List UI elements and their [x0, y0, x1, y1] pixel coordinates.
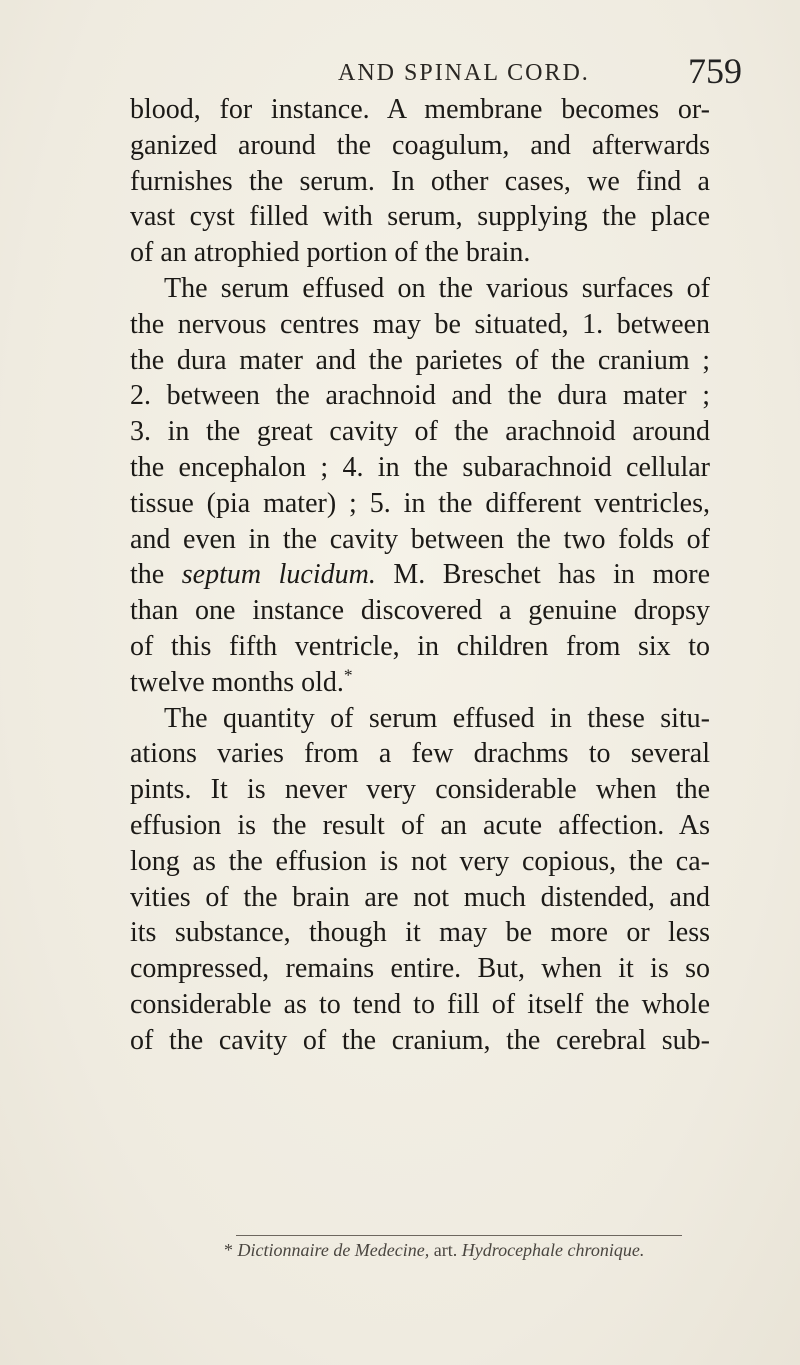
text-line: considerable as to tend to fill of itself the whole — [130, 988, 710, 1020]
text-line: 3. in the great cavity of the arachnoid around — [130, 416, 710, 448]
text-line: The quantity of serum effused in these situ- — [164, 702, 710, 734]
page-number: 759 — [688, 51, 742, 91]
text-line: The serum effused on the various surfaces of — [164, 272, 710, 304]
footnote-title: Dictionnaire de Medecine, — [233, 1240, 430, 1260]
text-line: ations varies from a few drachms to several — [130, 738, 710, 770]
text-line: ganized around the coagulum, and afterwards — [130, 129, 710, 161]
text-line: of this fifth ventricle, in children from six to — [130, 630, 710, 662]
footnote-divider — [236, 1235, 682, 1236]
text-line: furnishes the serum. In other cases, we find a — [130, 165, 710, 197]
text-line: compressed, remains entire. But, when it is so — [130, 953, 710, 985]
text-line: the encephalon ; 4. in the subarachnoid cellular — [130, 451, 710, 483]
text-line: its substance, though it may be more or less — [130, 917, 710, 949]
text-line: vities of the brain are not much distended, and — [130, 881, 710, 913]
text-line: and even in the cavity between the two folds of — [130, 523, 710, 555]
text-run: the — [130, 559, 182, 591]
text-line — [130, 665, 710, 701]
text-run: twelve months old. — [130, 666, 344, 698]
footnote-text: art. — [429, 1240, 462, 1260]
text-line: blood, for instance. A membrane becomes or- — [130, 94, 710, 125]
text-run: M. Breschet has in more — [375, 559, 710, 591]
text-line: vast cyst filled with serum, supplying the place — [130, 201, 710, 233]
italic-term: septum lucidum. — [181, 559, 376, 591]
footnote-marker: * — [224, 1240, 233, 1260]
text-line: the nervous centres may be situated, 1. between — [130, 308, 710, 340]
text-line: of the cavity of the cranium, the cerebral sub- — [130, 1024, 710, 1056]
text-line: pints. It is never very considerable when the — [130, 774, 710, 806]
text-line: long as the effusion is not very copious, the ca- — [130, 845, 710, 877]
running-head: AND SPINAL CORD. — [338, 60, 590, 86]
footnote-article: Hydrocephale chronique. — [461, 1240, 645, 1260]
text-line: effusion is the result of an acute affection. As — [130, 809, 710, 841]
footnote-reference: * — [343, 665, 353, 685]
text-line — [130, 557, 710, 593]
text-line: tissue (pia mater) ; 5. in the different ventricles, — [130, 487, 710, 519]
text-line: the dura mater and the parietes of the cranium ; — [130, 344, 710, 376]
text-line: 2. between the arachnoid and the dura mater ; — [130, 380, 710, 412]
text-line: than one instance discovered a genuine dropsy — [130, 595, 710, 627]
body-text — [130, 92, 710, 1059]
footnote — [224, 1240, 644, 1261]
text-line: of an atrophied portion of the brain. — [130, 237, 531, 269]
